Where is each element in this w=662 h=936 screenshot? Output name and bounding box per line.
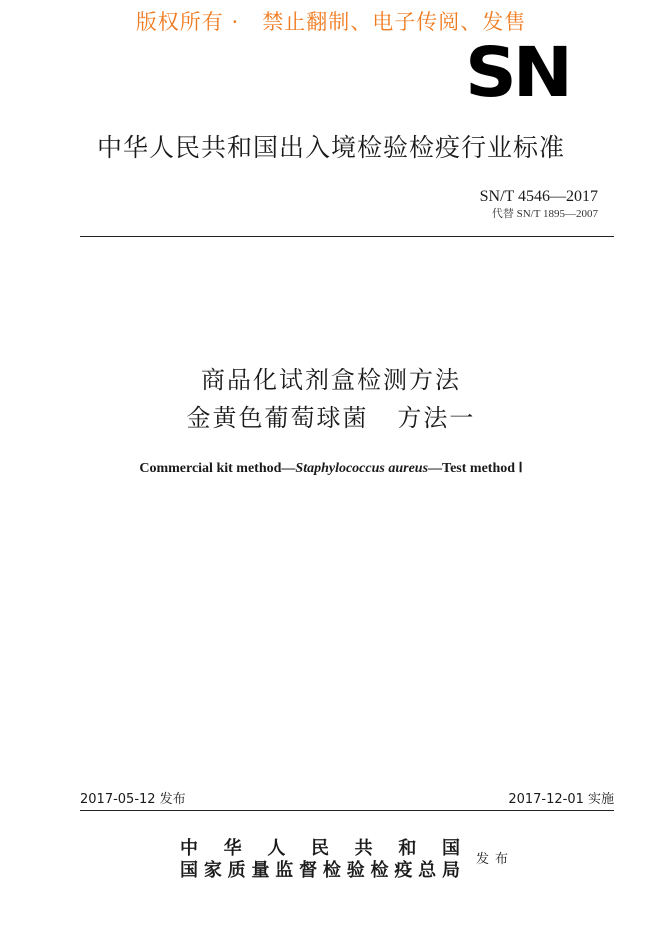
bottom-divider <box>80 810 614 811</box>
copyright-notice: 版权所有 · 禁止翻制、电子传阅、发售 <box>135 10 527 34</box>
sn-logo-text: SN <box>464 32 570 112</box>
english-title-prefix: Commercial kit method— <box>139 461 296 476</box>
industry-standard-title: 中华人民共和国出入境检验检疫行业标准 <box>96 133 565 162</box>
top-divider <box>80 236 614 237</box>
english-title-organism: Staphylococcus aureus <box>295 461 429 476</box>
english-title <box>0 460 662 477</box>
issuer-line-2: 国家质量监督检验检疫总局 <box>180 860 460 881</box>
standard-number: SN/T 4546—2017 <box>479 188 598 205</box>
issuer-publish-label: 发布 <box>476 852 515 867</box>
english-title-suffix: —Test method Ⅰ <box>428 461 523 476</box>
sn-logo <box>452 32 582 112</box>
issuer-line-1: 中 华 人 民 共 和 国 <box>180 838 460 859</box>
replaced-standard: 代替 SN/T 1895—2007 <box>491 208 598 220</box>
chinese-title-line-1: 商品化试剂盒检测方法 <box>201 366 461 394</box>
issue-date: 2017-05-12 发布 <box>80 792 186 807</box>
chinese-title-line-2: 金黄色葡萄球菌 方法一 <box>186 404 476 432</box>
implementation-date: 2017-12-01 实施 <box>508 792 614 807</box>
